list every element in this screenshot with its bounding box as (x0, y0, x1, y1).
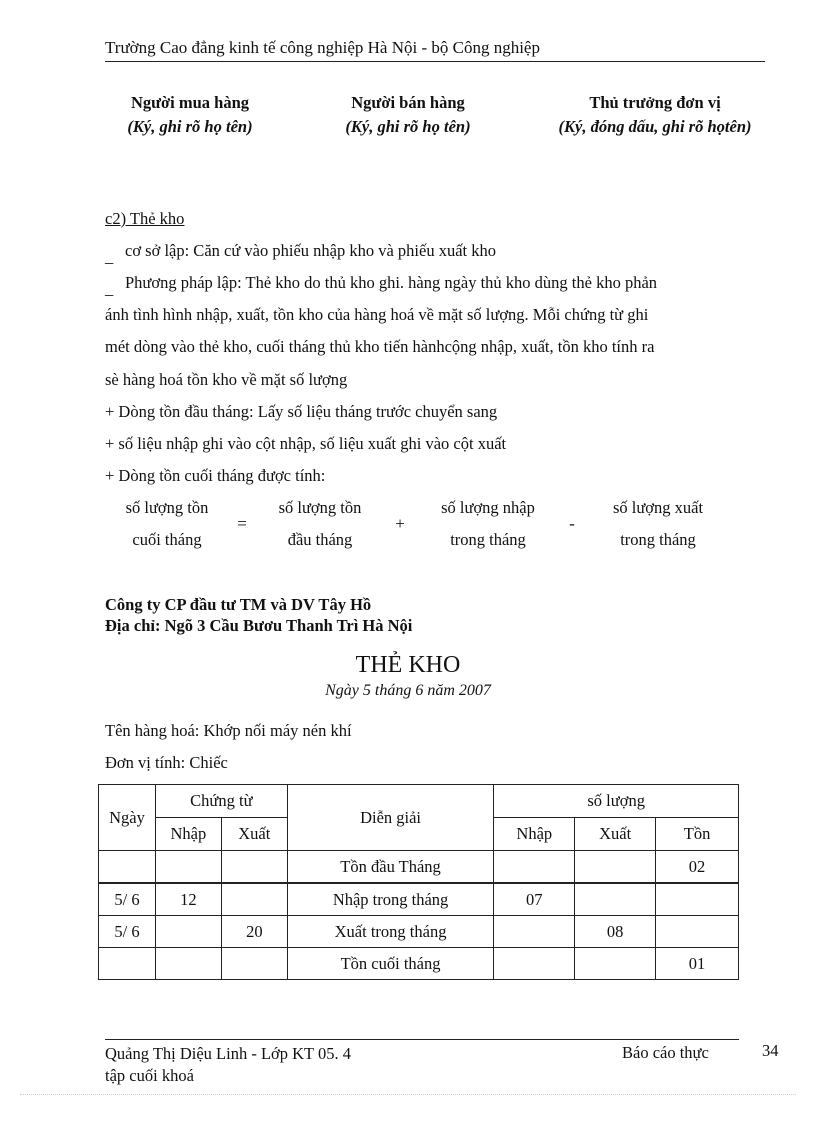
page-header: Trường Cao đẳng kinh tế công nghiệp Hà Nội - bộ Công nghiệp (105, 38, 540, 57)
footer-author (105, 1043, 351, 1087)
formula-term-text: số lượng tồn (125, 498, 209, 517)
header-description: Diễn giải (287, 785, 494, 851)
signature-seller-title: Người bán hàng (351, 93, 465, 112)
card-date: Ngày 5 tháng 6 năm 2007 (325, 682, 491, 699)
company-name: Công ty CP đầu tư TM và DV Tây Hồ (105, 595, 372, 614)
header-date: Ngày (99, 785, 156, 851)
company-block (105, 594, 412, 636)
text-line: mét dòng vào thẻ kho, cuối tháng thủ kho tiến hànhcộng nhập, xuất, tồn kho tính ra (105, 337, 655, 356)
cell-qty-in (494, 948, 575, 980)
cell-doc-in (155, 916, 221, 948)
table-row (99, 851, 739, 884)
header-rule (105, 61, 765, 62)
formula-term-in (418, 492, 558, 556)
cell-date: 5/ 6 (99, 916, 156, 948)
cell-doc-out (221, 851, 287, 884)
cell-qty-out (575, 883, 656, 916)
footer-author-line: Quảng Thị Diệu Linh - Lớp KT 05. 4 (105, 1044, 351, 1063)
signature-buyer-title: Người mua hàng (130, 93, 250, 112)
text-line: sè hàng hoá tồn kho về mặt số lượng (105, 370, 348, 389)
cell-qty-out (575, 948, 656, 980)
rule-opening-stock: + Dòng tồn đầu tháng: Lấy số liệu tháng trước chuyển sang (105, 402, 498, 421)
header-doc-out: Xuất (221, 818, 287, 851)
signature-seller-note: (Ký, ghi rõ họ tên) (345, 117, 471, 136)
table-row (99, 916, 739, 948)
cell-description: Tồn cuối tháng (287, 948, 494, 980)
header-quantity: số lượng (494, 785, 739, 818)
cell-doc-in: 12 (155, 883, 221, 916)
header-qty-out: Xuất (575, 818, 656, 851)
cell-doc-in (155, 851, 221, 884)
formula-term-closing (107, 492, 227, 556)
signature-head (535, 91, 775, 139)
table-row (99, 883, 739, 916)
card-title: THẺ KHO (355, 652, 461, 678)
cell-date (99, 851, 156, 884)
cell-date (99, 948, 156, 980)
header-qty-in: Nhập (494, 818, 575, 851)
dash-bullet: _ (105, 247, 114, 266)
cell-qty-in (494, 851, 575, 884)
signature-buyer-note: (Ký, ghi rõ họ tên) (127, 117, 253, 136)
footer-rule (105, 1039, 739, 1040)
cell-doc-out (221, 883, 287, 916)
formula-term-text: trong tháng (450, 530, 526, 549)
company-address: Địa chỉ: Ngõ 3 Cầu Bươu Thanh Trì Hà Nội (105, 616, 413, 635)
page-number: 34 (762, 1041, 779, 1060)
page-bottom-divider (20, 1094, 796, 1095)
signature-head-title: Thủ trưởng đơn vị (589, 93, 721, 112)
section-title: c2) Thẻ kho (105, 209, 185, 228)
table-header-row (99, 785, 739, 818)
formula-term-text: số lượng tồn (278, 498, 362, 517)
unit-of-measure: Đơn vị tính: Chiếc (105, 753, 228, 772)
formula-plus: + (395, 514, 405, 533)
signature-head-note: (Ký, đóng dấu, ghi rõ họtên) (558, 117, 752, 136)
paragraph-method (105, 267, 745, 300)
formula-minus: - (569, 514, 575, 533)
formula-term-opening (260, 492, 380, 556)
formula-term-text: đầu tháng (287, 530, 353, 549)
method-text: Phương pháp lập: Thẻ kho do thủ kho ghi. hàng ngày thủ kho dùng thẻ kho phản (125, 273, 658, 292)
rule-closing-stock: + Dòng tồn cuối tháng được tính: (105, 466, 326, 485)
cell-qty-stock (656, 883, 739, 916)
formula-term-text: số lượng xuất (612, 498, 704, 517)
signature-seller (318, 91, 498, 139)
header-documents: Chứng từ (155, 785, 287, 818)
item-name: Tên hàng hoá: Khớp nối máy nén khí (105, 721, 352, 740)
cell-description: Xuất trong tháng (287, 916, 494, 948)
cell-qty-in (494, 916, 575, 948)
signature-buyer (100, 91, 280, 139)
cell-date: 5/ 6 (99, 883, 156, 916)
stock-card-table (98, 784, 739, 980)
footer-report-label: Báo cáo thực (622, 1043, 709, 1062)
cell-description: Nhập trong tháng (287, 883, 494, 916)
formula-term-text: trong tháng (620, 530, 696, 549)
formula-term-out (588, 492, 728, 556)
dash-bullet: _ (105, 279, 114, 298)
cell-qty-out (575, 851, 656, 884)
cell-doc-in (155, 948, 221, 980)
formula-equals: = (237, 514, 247, 533)
cell-qty-stock: 01 (656, 948, 739, 980)
footer-author-line: tập cuối khoá (105, 1066, 194, 1085)
cell-qty-in: 07 (494, 883, 575, 916)
cell-qty-stock (656, 916, 739, 948)
table-row (99, 948, 739, 980)
paragraph-basis (105, 235, 745, 268)
formula-term-text: số lượng nhập (441, 498, 535, 517)
basis-text: cơ sở lập: Căn cứ vào phiếu nhập kho và phiếu xuất kho (125, 241, 496, 260)
cell-description: Tồn đầu Tháng (287, 851, 494, 884)
rule-in-out: + số liệu nhập ghi vào cột nhập, số liệu xuất ghi vào cột xuất (105, 434, 507, 453)
formula-term-text: cuối tháng (132, 530, 202, 549)
text-line: ánh tình hình nhập, xuất, tồn kho của hàng hoá về mặt số lượng. Mỗi chứng từ ghi (105, 305, 649, 324)
cell-doc-out (221, 948, 287, 980)
header-qty-stock: Tồn (656, 818, 739, 851)
cell-qty-out: 08 (575, 916, 656, 948)
cell-doc-out: 20 (221, 916, 287, 948)
header-doc-in: Nhập (155, 818, 221, 851)
cell-qty-stock: 02 (656, 851, 739, 884)
